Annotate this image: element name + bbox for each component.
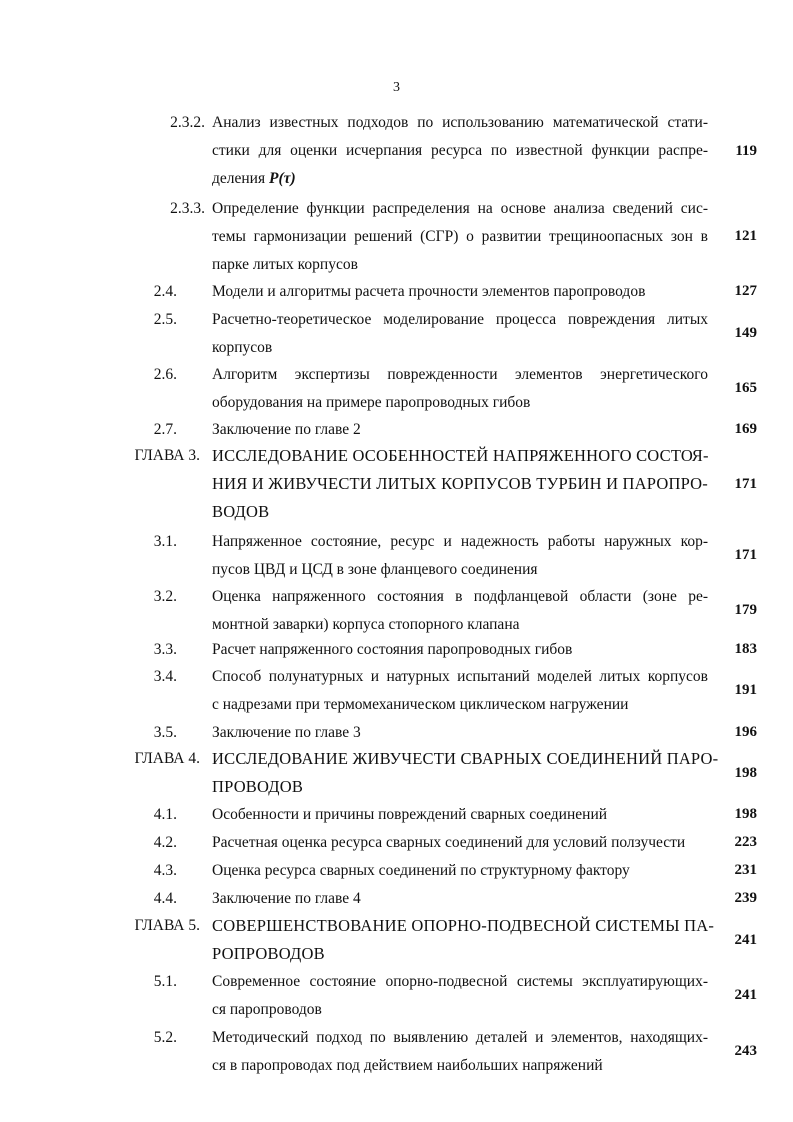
toc-entry-line: монтной заварки) корпуса стопорного клапана	[212, 615, 520, 633]
toc-entry-page: 243	[734, 1043, 757, 1059]
toc-entry-line: СОВЕРШЕНСТВОВАНИЕ ОПОРНО-ПОДВЕСНОЙ СИСТЕМЫ ПА-	[212, 916, 715, 935]
toc-entry-page: 198	[734, 806, 757, 822]
toc-entry-page: 241	[734, 987, 757, 1003]
toc-entry-page: 127	[734, 283, 757, 299]
toc-entry-line: Методический подход по выявлению деталей и элементов, находящих-	[212, 1029, 708, 1046]
toc-entry-line: Алгоритм экспертизы поврежденности элементов энергетического	[212, 366, 708, 383]
toc-entry-line: парке литых корпусов	[212, 255, 358, 273]
toc-entry-line: с надрезами при термомеханическом циклическом нагружении	[212, 695, 629, 713]
toc-entry-line: Определение функции распределения на основе анализа сведений сис-	[212, 200, 708, 217]
toc-entry-title	[212, 745, 719, 801]
toc-entry-title	[212, 885, 708, 913]
toc-entry-number: 5.2.	[153, 1029, 177, 1046]
toc-entry-line: Модели и алгоритмы расчета прочности элементов паропроводов	[212, 283, 646, 300]
toc-entry-page: 119	[735, 143, 757, 159]
toc-entry-number: ГЛАВА 3.	[134, 447, 200, 464]
toc-entry-line: НИЯ И ЖИВУЧЕСТИ ЛИТЫХ КОРПУСОВ ТУРБИН И ПАРОПРО-	[212, 473, 708, 493]
toc-entry-title	[212, 528, 708, 584]
toc-entry-line	[212, 165, 708, 193]
toc-entry-page: 165	[734, 380, 757, 396]
toc-entry-number: 3.4.	[153, 668, 177, 685]
toc-entry-title	[212, 278, 708, 306]
toc-entry-page: 121	[734, 228, 757, 244]
toc-entry-line: ВОДОВ	[212, 501, 270, 521]
toc-entry-line: Оценка ресурса сварных соединений по структурному фактору	[212, 862, 630, 879]
toc-entry-title	[212, 968, 708, 1024]
toc-entry-page: 196	[734, 724, 757, 740]
toc-entry-title	[212, 801, 708, 829]
toc-entry-line: Современное состояние опорно-подвесной системы эксплуатирующих-	[212, 973, 708, 990]
toc-entry-number: 4.3.	[153, 862, 177, 879]
toc-entry-line: Заключение по главе 2	[212, 421, 361, 438]
toc-entry-number: 2.5.	[153, 311, 177, 328]
toc-entry-title	[212, 583, 708, 639]
toc-entry-number: ГЛАВА 4.	[134, 750, 200, 767]
toc-entry-page: 223	[734, 834, 757, 850]
toc-entry-title	[212, 829, 708, 857]
toc-entry-line: Заключение по главе 4	[212, 890, 361, 907]
toc-entry-line: ИССЛЕДОВАНИЕ ОСОБЕННОСТЕЙ НАПРЯЖЕННОГО СОСТОЯ-	[212, 446, 709, 465]
toc-entry-page: 169	[734, 421, 757, 437]
toc-entry-line: Расчетно-теоретическое моделирование процесса повреждения литых	[212, 311, 708, 328]
toc-entry-number: 2.4.	[153, 283, 177, 300]
toc-entry-line: Особенности и причины повреждений сварных соединений	[212, 806, 608, 823]
toc-entry-page: 149	[734, 325, 757, 341]
toc-entry-number: 2.6.	[153, 366, 177, 383]
toc-entry-line: Заключение по главе 3	[212, 724, 361, 741]
toc-entry-page: 231	[734, 862, 757, 878]
toc-entry-number: 3.2.	[153, 588, 177, 605]
toc-entry-title	[212, 361, 708, 417]
toc-entry-line: Расчетная оценка ресурса сварных соединений для условий ползучести	[212, 834, 686, 851]
toc-entry-title	[212, 857, 708, 885]
toc-entry-line: Напряженное состояние, ресурс и надежность работы наружных кор-	[212, 533, 708, 550]
toc-entry-title	[212, 109, 708, 192]
toc-entry-page: 171	[734, 476, 757, 492]
toc-entry-number: 5.1.	[153, 973, 177, 990]
toc-entry-title	[212, 912, 715, 968]
toc-entry-line: оборудования на примере паропроводных гибов	[212, 393, 531, 411]
toc-entry-line: Оценка напряженного состояния в подфланцевой области (зоне ре-	[212, 588, 708, 605]
toc-entry-number: 4.4.	[153, 890, 177, 907]
toc-entry-line: ся паропроводов	[212, 1000, 322, 1018]
toc-entry-page: 179	[734, 602, 757, 618]
toc-entry-page: 171	[734, 547, 757, 563]
toc-entry-title	[212, 416, 708, 444]
toc-entry-line: РОПРОВОДОВ	[212, 943, 325, 963]
toc-entry-line: ПРОВОДОВ	[212, 776, 304, 796]
formula: P(τ)	[268, 169, 296, 187]
toc-entry-line: ся в паропроводах под действием наибольших напряжений	[212, 1056, 603, 1074]
toc-entry-number: 3.5.	[153, 724, 177, 741]
toc-entry-page: 191	[734, 682, 757, 698]
toc-entry-line: стики для оценки исчерпания ресурса по известной функции распре-	[212, 141, 708, 159]
toc-entry-title	[212, 1024, 708, 1080]
toc-entry-number: 3.3.	[153, 641, 177, 658]
toc-entry-number: 4.1.	[153, 806, 177, 823]
toc-entry-number: 4.2.	[153, 834, 177, 851]
toc-entry-page: 239	[734, 890, 757, 906]
toc-entry-line: темы гармонизации решений (СГР) о развитии трещиноопасных зон в	[212, 227, 708, 245]
toc-entry-number: 2.3.3.	[170, 200, 205, 217]
toc-entry-line: корпусов	[212, 338, 273, 356]
toc-entry-line: Расчет напряженного состояния паропроводных гибов	[212, 641, 573, 658]
toc-entry-line: пусов ЦВД и ЦСД в зоне фланцевого соединения	[212, 560, 538, 578]
toc-entry-line: Способ полунатурных и натурных испытаний моделей литых корпусов	[212, 668, 708, 685]
toc-entry-page: 198	[734, 765, 757, 781]
toc-entry-number: 2.3.2.	[170, 114, 205, 131]
page-number: 3	[393, 80, 400, 95]
toc-entry-title	[212, 719, 708, 747]
toc-entry-title	[212, 306, 708, 362]
toc-entry-number: 2.7.	[153, 421, 177, 438]
toc-entry-title	[212, 195, 708, 278]
toc-entry-title	[212, 636, 708, 664]
toc-entry-number: ГЛАВА 5.	[134, 917, 200, 934]
toc-entry-page: 183	[734, 641, 757, 657]
toc-entry-title	[212, 442, 708, 525]
toc-entry-number: 3.1.	[153, 533, 177, 550]
toc-entry-line: ИССЛЕДОВАНИЕ ЖИВУЧЕСТИ СВАРНЫХ СОЕДИНЕНИЙ ПАРО-	[212, 749, 719, 768]
toc-entry-line-text: деления	[212, 169, 269, 187]
toc-entry-title	[212, 663, 708, 719]
toc-entry-line: Анализ известных подходов по использованию математической стати-	[212, 114, 708, 131]
toc-entry-page: 241	[734, 932, 757, 948]
